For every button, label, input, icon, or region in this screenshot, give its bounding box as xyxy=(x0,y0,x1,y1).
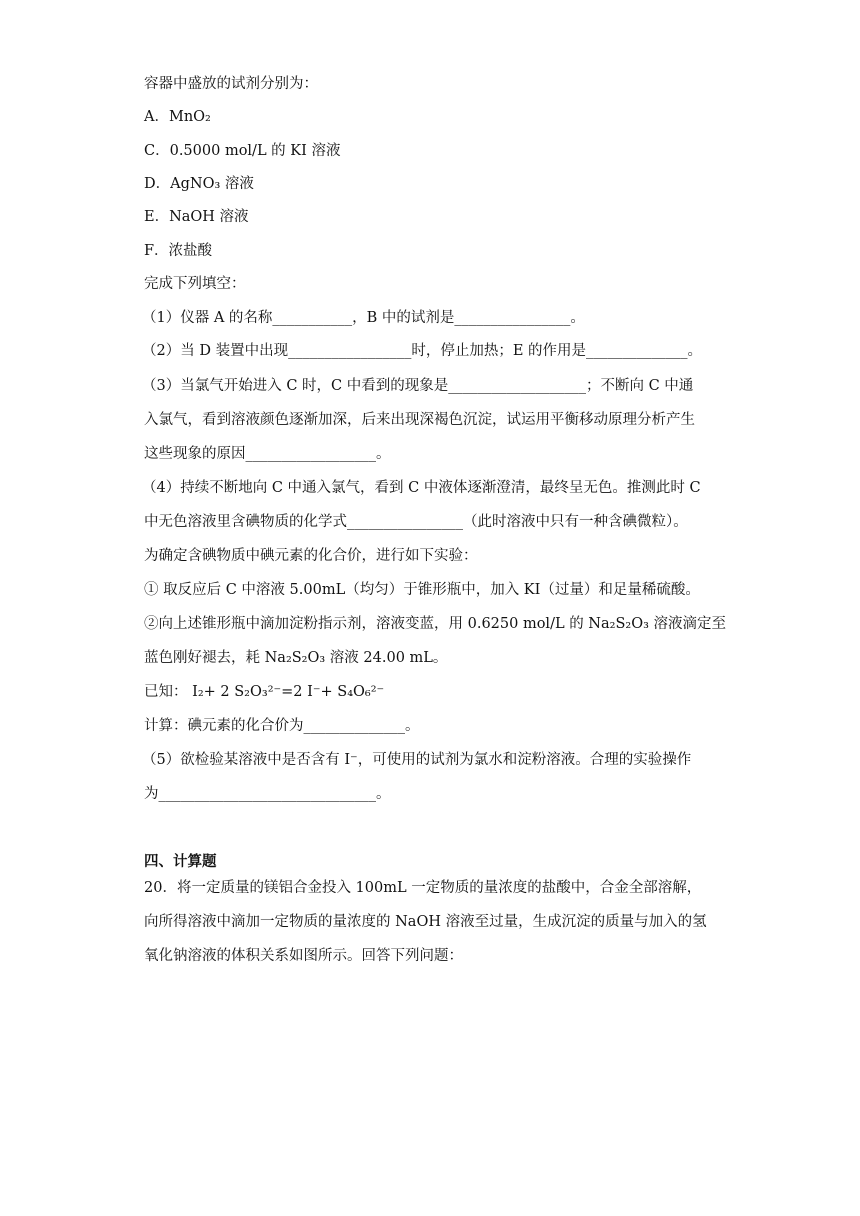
intro-text: 容器中盛放的试剂分别为： xyxy=(144,76,318,92)
question-3-line-2: 入氯气，看到溶液颜色逐渐加深，后来出现深褐色沉淀，试运用平衡移动原理分析产生 xyxy=(144,412,695,428)
option-d: D．AgNO₃ 溶液 xyxy=(144,176,254,192)
question-5-line-1: （5）欲检验某溶液中是否含有 I⁻，可使用的试剂为氯水和淀粉溶液。合理的实验操作 xyxy=(142,752,692,768)
known-equation: 已知： I₂+ 2 S₂O₃²⁻=2 I⁻+ S₄O₆²⁻ xyxy=(144,684,385,700)
calculation-prompt: 计算：碘元素的化合价为______________。 xyxy=(144,718,420,734)
section-heading: 四、计算题 xyxy=(144,853,217,870)
problem-20-line-1: 20．将一定质量的镁铝合金投入 100mL 一定物质的量浓度的盐酸中，合金全部溶解， xyxy=(144,880,702,896)
option-f: F．浓盐酸 xyxy=(144,243,213,259)
option-e: E．NaOH 溶液 xyxy=(144,209,249,225)
question-4-line-2: 中无色溶液里含碘物质的化学式________________（此时溶液中只有一种含碘微粒）。 xyxy=(144,514,688,530)
experiment-step-1: ① 取反应后 C 中溶液 5.00mL（均匀）于锥形瓶中，加入 KI（过量）和足量稀硫酸。 xyxy=(144,582,700,598)
question-2: （2）当 D 装置中出现_________________时，停止加热；E 的作用是______________。 xyxy=(142,343,703,359)
question-3-line-1: （3）当氯气开始进入 C 时，C 中看到的现象是___________________；不断向 C 中通 xyxy=(142,378,694,394)
problem-20-line-3: 氧化钠溶液的体积关系如图所示。回答下列问题： xyxy=(144,948,463,964)
option-a: A．MnO₂ xyxy=(144,109,211,125)
experiment-step-2-line-2: 蓝色刚好褪去，耗 Na₂S₂O₃ 溶液 24.00 mL。 xyxy=(144,650,448,666)
instruction-text: 完成下列填空： xyxy=(144,276,246,292)
question-4-line-1: （4）持续不断地向 C 中通入氯气，看到 C 中液体逐渐澄清，最终呈无色。推测此时 C xyxy=(142,480,701,496)
question-3-line-3: 这些现象的原因__________________。 xyxy=(144,446,391,462)
option-c: C．0.5000 mol/L 的 KI 溶液 xyxy=(144,143,341,159)
problem-20-line-2: 向所得溶液中滴加一定物质的量浓度的 NaOH 溶液至过量，生成沉淀的质量与加入的氢 xyxy=(144,914,707,930)
question-5-line-2: 为______________________________。 xyxy=(144,786,391,802)
question-4-line-3: 为确定含碘物质中碘元素的化合价，进行如下实验： xyxy=(144,548,478,564)
question-1: （1）仪器 A 的名称___________，B 中的试剂是________________。 xyxy=(142,310,585,326)
experiment-step-2-line-1: ②向上述锥形瓶中滴加淀粉指示剂，溶液变蓝，用 0.6250 mol/L 的 Na₂S₂O₃ 溶液滴定至 xyxy=(144,616,727,632)
